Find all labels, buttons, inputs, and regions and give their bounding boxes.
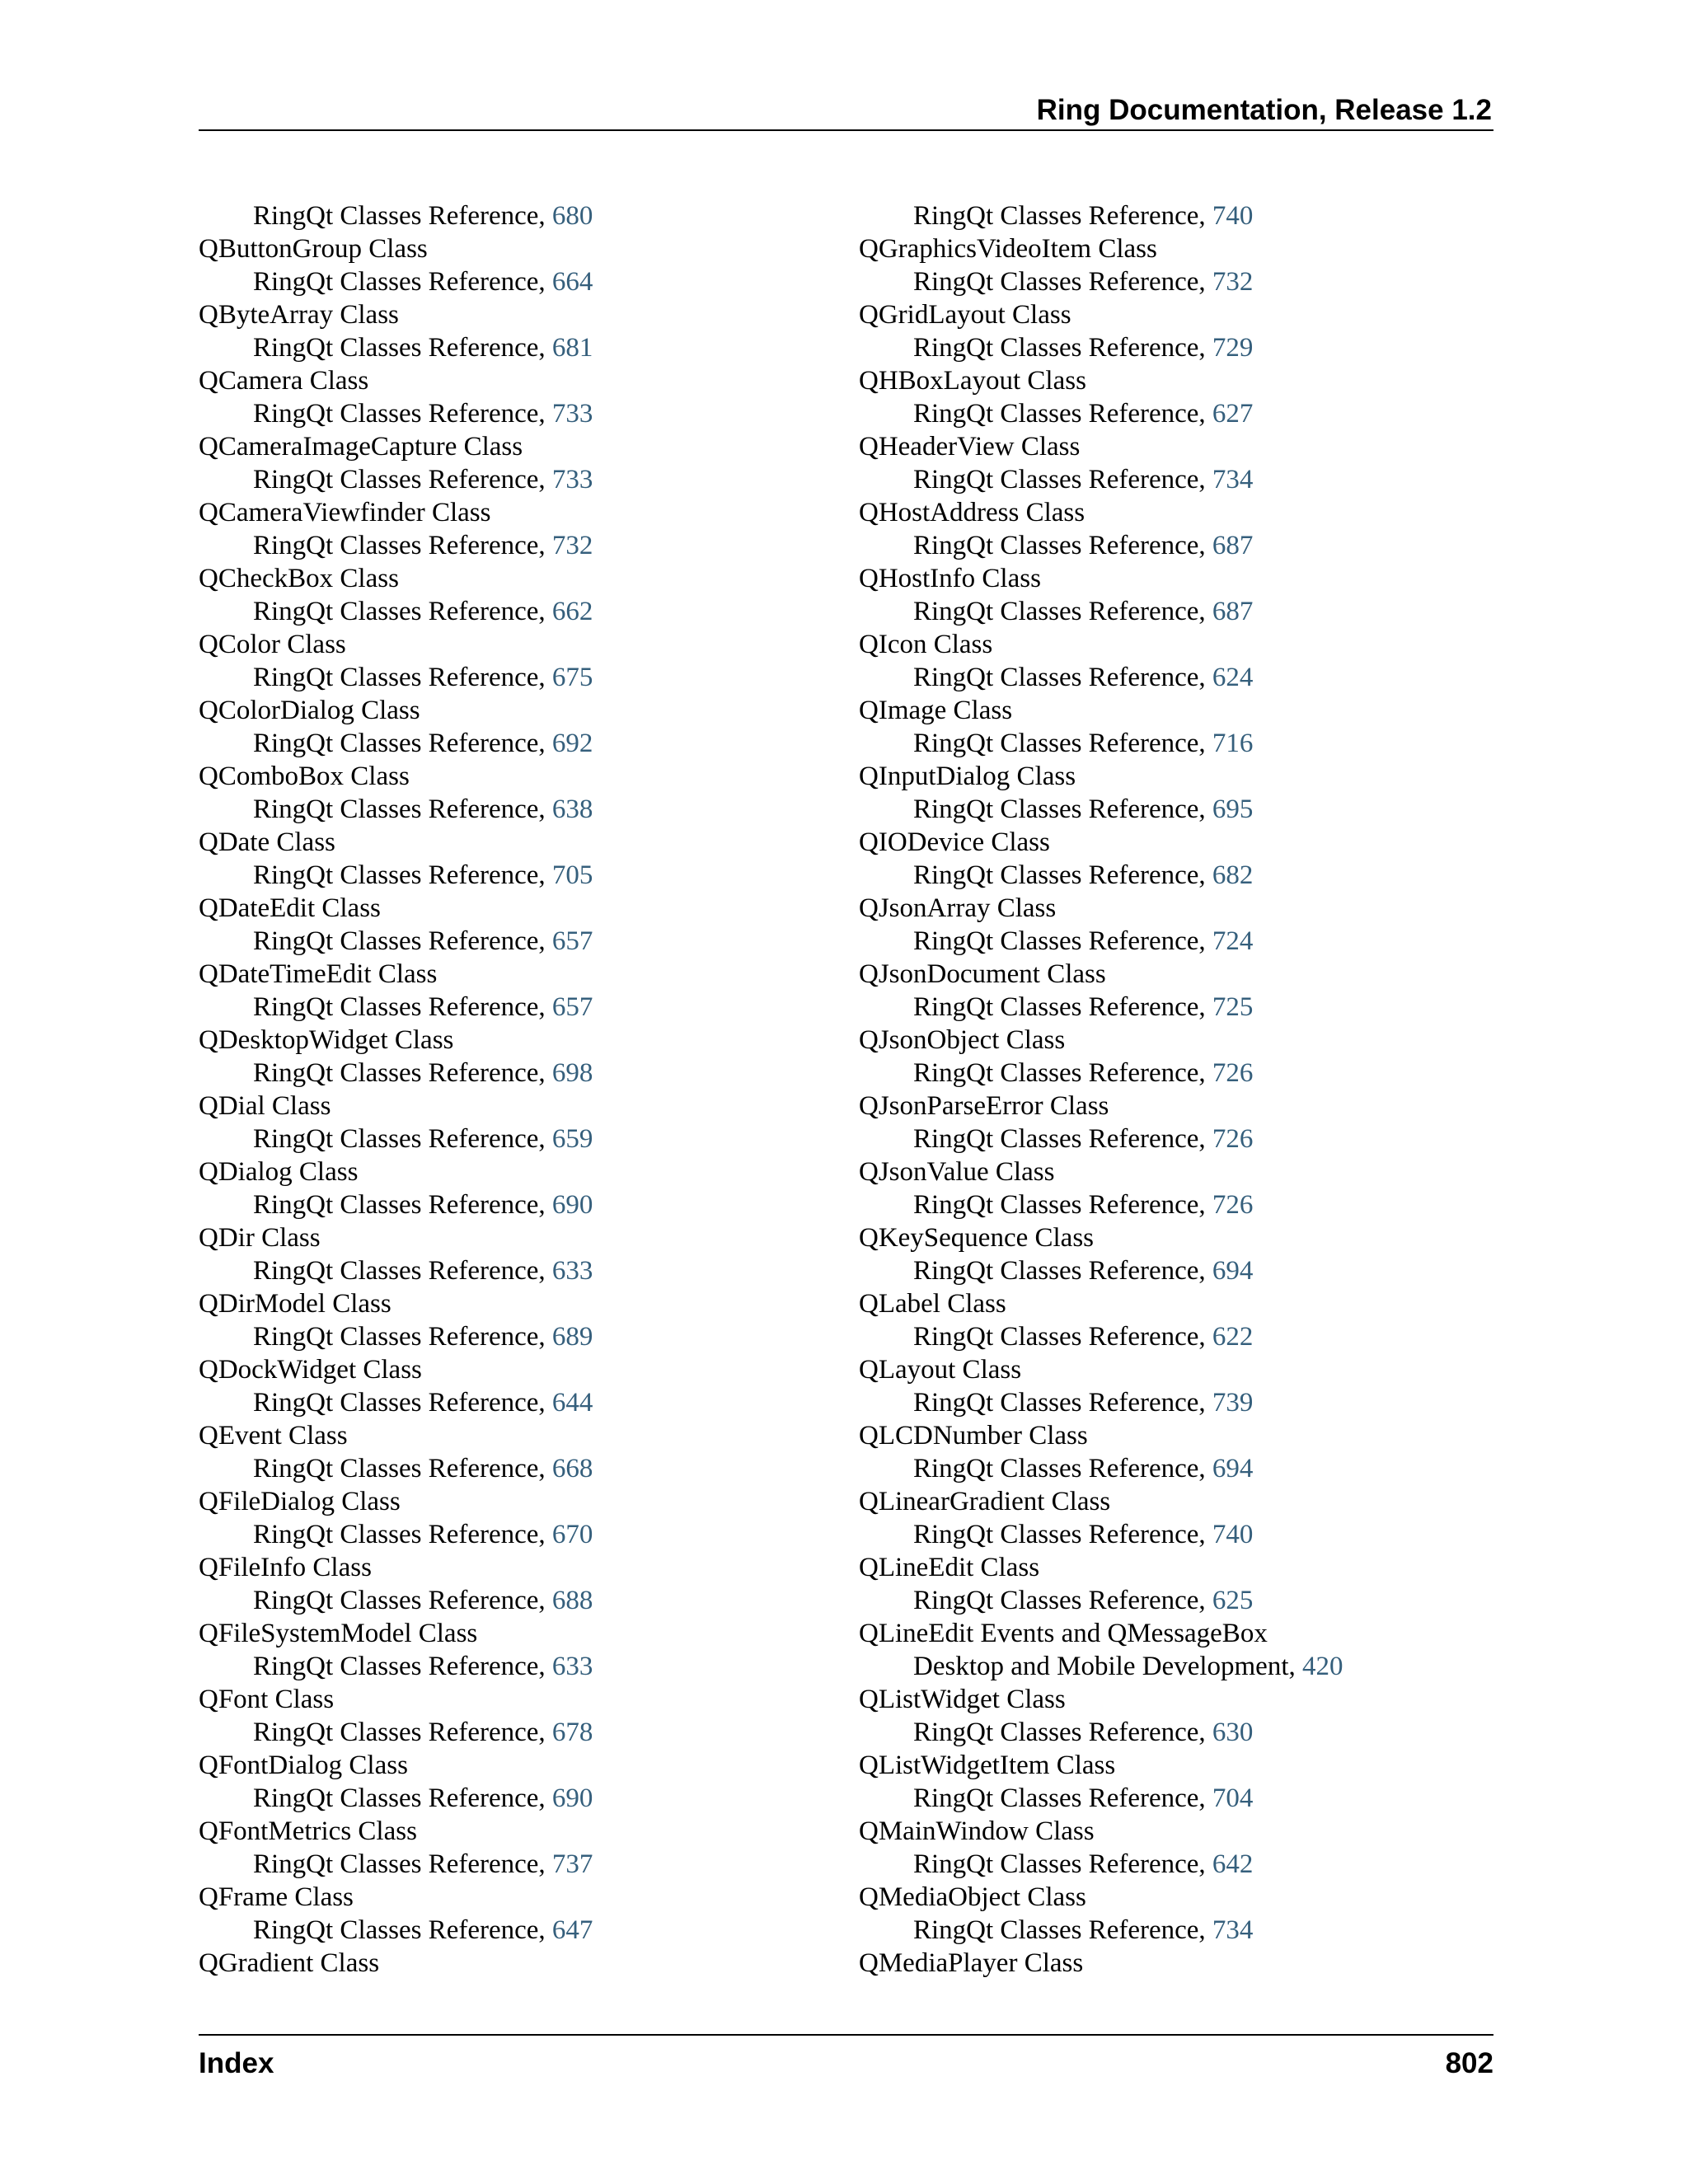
index-entry [859,1749,1485,1782]
subentry-label: RingQt Classes Reference, [913,201,1212,231]
subentry-label: RingQt Classes Reference, [253,1256,552,1286]
index-entry [199,1617,825,1650]
page-reference-link[interactable]: 694 [1212,1256,1254,1286]
subentry-label: RingQt Classes Reference, [913,860,1212,890]
index-subentry [199,199,825,232]
page-reference-link[interactable]: 694 [1212,1454,1254,1483]
page-reference-link[interactable]: 420 [1302,1652,1343,1681]
index-subentry [199,1716,825,1749]
entry-label: QMediaPlayer Class [859,1948,1084,1978]
subentry-label: RingQt Classes Reference, [253,729,552,758]
entry-label: QJsonArray Class [859,893,1057,923]
index-entry [199,1353,825,1386]
index-entry [199,760,825,793]
index-entry [199,364,825,397]
index-entry [859,958,1485,991]
index-entry [199,430,825,463]
page-reference-link[interactable]: 680 [551,201,593,231]
page-reference-link[interactable]: 690 [551,1783,593,1813]
index-subentry [859,1386,1485,1419]
subentry-label: RingQt Classes Reference, [913,1388,1212,1418]
subentry-label: RingQt Classes Reference, [913,1058,1212,1088]
page-reference-link[interactable]: 670 [551,1520,593,1549]
page-reference-link[interactable]: 690 [551,1190,593,1220]
entry-label: QCamera Class [199,366,369,396]
subentry-label: RingQt Classes Reference, [913,1520,1212,1549]
index-entry [859,1683,1485,1716]
subentry-label: RingQt Classes Reference, [253,1586,552,1615]
entry-label: QDialog Class [199,1157,359,1187]
index-entry [859,496,1485,529]
entry-label: QHBoxLayout Class [859,366,1086,396]
subentry-label: RingQt Classes Reference, [253,465,552,494]
index-subentry [859,1716,1485,1749]
index-subentry [199,529,825,562]
index-entry [859,1155,1485,1188]
index-entry [199,892,825,925]
index-subentry [199,595,825,628]
index-entry [199,496,825,529]
index-subentry [199,1584,825,1617]
subentry-label: RingQt Classes Reference, [913,1190,1212,1220]
subentry-label: RingQt Classes Reference, [913,794,1212,824]
index-entry [859,1485,1485,1518]
running-header-title: Ring Documentation, Release 1.2 [1036,94,1492,126]
page-reference-link[interactable]: 740 [1212,201,1254,231]
entry-label: QListWidget Class [859,1685,1066,1714]
index-subentry [199,1057,825,1090]
index-entry [199,1024,825,1057]
index-entry [859,1024,1485,1057]
page-reference-link[interactable]: 678 [551,1718,593,1747]
index-subentry [859,265,1485,298]
entry-label: QLCDNumber Class [859,1421,1088,1451]
page-reference-link[interactable]: 724 [1212,926,1254,956]
index-subentry [199,661,825,694]
entry-label: QMainWindow Class [859,1816,1095,1846]
index-subentry [859,727,1485,760]
entry-label: QComboBox Class [199,762,410,791]
index-entry [199,1881,825,1914]
index-entry [859,694,1485,727]
index-entry [199,562,825,595]
page-reference-link[interactable]: 622 [1212,1322,1254,1352]
index-subentry [859,859,1485,892]
entry-label: QFontDialog Class [199,1750,408,1780]
index-entry [199,1155,825,1188]
header-rule [199,129,1493,131]
page-reference-link[interactable]: 716 [1212,729,1254,758]
index-subentry [199,331,825,364]
index-subentry [859,199,1485,232]
index-column-left [199,199,825,1980]
subentry-label: RingQt Classes Reference, [913,729,1212,758]
index-entry [859,892,1485,925]
entry-label: QColor Class [199,630,346,659]
index-entry [199,1749,825,1782]
page-reference-link[interactable]: 659 [551,1124,593,1154]
entry-label: QHostInfo Class [859,564,1041,593]
entry-label: QFileSystemModel Class [199,1619,478,1648]
index-entry [859,826,1485,859]
entry-label: QDir Class [199,1223,321,1253]
subentry-label: RingQt Classes Reference, [913,597,1212,626]
subentry-label: RingQt Classes Reference, [253,531,552,560]
index-entry [859,1287,1485,1320]
page-reference-link[interactable]: 688 [551,1586,593,1615]
page-reference-link[interactable]: 733 [551,399,593,429]
subentry-label: RingQt Classes Reference, [913,333,1212,363]
subentry-label: RingQt Classes Reference, [253,267,552,297]
index-entry [199,1090,825,1122]
entry-label: QDateTimeEdit Class [199,959,438,989]
subentry-label: RingQt Classes Reference, [253,663,552,692]
index-entry [199,958,825,991]
index-subentry [859,529,1485,562]
index-entry [199,628,825,661]
index-entry [859,1617,1485,1650]
index-subentry [859,1650,1485,1683]
subentry-label: RingQt Classes Reference, [913,1849,1212,1879]
subentry-label: RingQt Classes Reference, [913,1915,1212,1945]
index-subentry [859,1584,1485,1617]
index-entry [859,1221,1485,1254]
subentry-label: RingQt Classes Reference, [253,1520,552,1549]
index-subentry [859,331,1485,364]
index-entry [859,628,1485,661]
page-reference-link[interactable]: 734 [1212,465,1254,494]
index-entry [859,1947,1485,1980]
page-reference-link[interactable]: 695 [1212,794,1254,824]
page-reference-link[interactable]: 644 [551,1388,593,1418]
entry-label: QFileInfo Class [199,1553,372,1582]
page-reference-link[interactable]: 726 [1212,1124,1254,1154]
subentry-label: RingQt Classes Reference, [913,1718,1212,1747]
entry-label: QFont Class [199,1685,335,1714]
page-reference-link[interactable]: 726 [1212,1058,1254,1088]
subentry-label: RingQt Classes Reference, [253,1454,552,1483]
index-subentry [199,265,825,298]
page-reference-link[interactable]: 687 [1212,597,1254,626]
index-entry [859,562,1485,595]
entry-label: QLineEdit Events and QMessageBox [859,1619,1268,1648]
index-entry [859,1815,1485,1848]
index-entry [859,1551,1485,1584]
subentry-label: RingQt Classes Reference, [913,399,1212,429]
index-subentry [859,1122,1485,1155]
subentry-label: RingQt Classes Reference, [253,1190,552,1220]
page-reference-link[interactable]: 687 [1212,531,1254,560]
subentry-label: RingQt Classes Reference, [253,1915,552,1945]
page-reference-link[interactable]: 733 [551,465,593,494]
index-entry [199,1815,825,1848]
entry-label: QButtonGroup Class [199,234,428,264]
index-subentry [859,595,1485,628]
index-subentry [859,793,1485,826]
index-entry [859,1353,1485,1386]
subentry-label: RingQt Classes Reference, [913,1783,1212,1813]
index-entry [199,1947,825,1980]
index-entry [859,232,1485,265]
index-subentry [199,1848,825,1881]
index-subentry [859,397,1485,430]
entry-label: QImage Class [859,696,1013,725]
page-number: 802 [1445,2047,1493,2079]
index-subentry [859,463,1485,496]
page-reference-link[interactable]: 705 [551,860,593,890]
page-reference-link[interactable]: 642 [1212,1849,1254,1879]
page-reference-link[interactable]: 725 [1212,992,1254,1022]
subentry-label: Desktop and Mobile Development, [913,1652,1302,1681]
subentry-label: RingQt Classes Reference, [253,926,552,956]
entry-label: QJsonValue Class [859,1157,1055,1187]
entry-label: QFileDialog Class [199,1487,401,1516]
entry-label: QKeySequence Class [859,1223,1095,1253]
index-entry [859,760,1485,793]
index-subentry [859,1914,1485,1947]
subentry-label: RingQt Classes Reference, [913,267,1212,297]
subentry-label: RingQt Classes Reference, [913,465,1212,494]
page-reference-link[interactable]: 689 [551,1322,593,1352]
index-subentry [859,661,1485,694]
entry-label: QFontMetrics Class [199,1816,417,1846]
subentry-label: RingQt Classes Reference, [253,1388,552,1418]
index-entry [859,364,1485,397]
page-reference-link[interactable]: 737 [551,1849,593,1879]
subentry-label: RingQt Classes Reference, [913,1322,1212,1352]
page-reference-link[interactable]: 647 [551,1915,593,1945]
index-entry [199,298,825,331]
subentry-label: RingQt Classes Reference, [913,1586,1212,1615]
index-subentry [859,1518,1485,1551]
page-reference-link[interactable]: 739 [1212,1388,1254,1418]
entry-label: QEvent Class [199,1421,348,1451]
entry-label: QIcon Class [859,630,993,659]
entry-label: QIODevice Class [859,827,1050,857]
index-entry [199,1221,825,1254]
index-entry [199,826,825,859]
subentry-label: RingQt Classes Reference, [253,1652,552,1681]
page-reference-link[interactable]: 698 [551,1058,593,1088]
index-subentry [199,1188,825,1221]
index-subentry [199,793,825,826]
index-entry [859,1881,1485,1914]
index-subentry [859,1320,1485,1353]
index-entry [859,298,1485,331]
page-reference-link[interactable]: 633 [551,1652,593,1681]
subentry-label: RingQt Classes Reference, [913,1124,1212,1154]
page-reference-link[interactable]: 657 [551,926,593,956]
subentry-label: RingQt Classes Reference, [253,597,552,626]
page-reference-link[interactable]: 740 [1212,1520,1254,1549]
entry-label: QByteArray Class [199,300,399,330]
entry-label: QLinearGradient Class [859,1487,1111,1516]
page-reference-link[interactable]: 630 [1212,1718,1254,1747]
subentry-label: RingQt Classes Reference, [253,992,552,1022]
page-reference-link[interactable]: 627 [1212,399,1254,429]
subentry-label: RingQt Classes Reference, [913,1454,1212,1483]
index-subentry [199,463,825,496]
entry-label: QGridLayout Class [859,300,1071,330]
index-entry [859,1419,1485,1452]
subentry-label: RingQt Classes Reference, [253,1322,552,1352]
page-reference-link[interactable]: 633 [551,1256,593,1286]
index-entry [199,1551,825,1584]
page-reference-link[interactable]: 664 [551,267,593,297]
index-column-right [859,199,1485,1980]
index-subentry [859,991,1485,1024]
subentry-label: RingQt Classes Reference, [913,992,1212,1022]
entry-label: QDockWidget Class [199,1355,422,1385]
entry-label: QJsonObject Class [859,1025,1066,1055]
index-subentry [199,991,825,1024]
page-reference-link[interactable]: 734 [1212,1915,1254,1945]
index-entry [199,694,825,727]
subentry-label: RingQt Classes Reference, [253,1124,552,1154]
index-subentry [199,1782,825,1815]
footer-section-label: Index [199,2047,274,2079]
entry-label: QGraphicsVideoItem Class [859,234,1157,264]
entry-label: QJsonParseError Class [859,1091,1109,1121]
subentry-label: RingQt Classes Reference, [253,1783,552,1813]
page-reference-link[interactable]: 726 [1212,1190,1254,1220]
index-entry [859,430,1485,463]
entry-label: QGradient Class [199,1948,380,1978]
index-subentry [199,1254,825,1287]
page-reference-link[interactable]: 625 [1212,1586,1254,1615]
subentry-label: RingQt Classes Reference, [913,1256,1212,1286]
index-subentry [199,1122,825,1155]
entry-label: QCheckBox Class [199,564,399,593]
entry-label: QLineEdit Class [859,1553,1040,1582]
entry-label: QCameraViewfinder Class [199,498,491,527]
index-subentry [199,1320,825,1353]
index-subentry [199,1452,825,1485]
entry-label: QDial Class [199,1091,331,1121]
index-subentry [199,1650,825,1683]
entry-label: QFrame Class [199,1882,354,1912]
index-subentry [199,1518,825,1551]
subentry-label: RingQt Classes Reference, [253,1849,552,1879]
index-subentry [859,1452,1485,1485]
subentry-label: RingQt Classes Reference, [253,794,552,824]
index-entry [199,1485,825,1518]
index-subentry [859,1782,1485,1815]
entry-label: QMediaObject Class [859,1882,1086,1912]
subentry-label: RingQt Classes Reference, [913,531,1212,560]
entry-label: QLabel Class [859,1289,1006,1319]
entry-label: QHeaderView Class [859,432,1081,462]
index-subentry [199,1914,825,1947]
entry-label: QHostAddress Class [859,498,1085,527]
subentry-label: RingQt Classes Reference, [253,1718,552,1747]
index-entry [859,1090,1485,1122]
page-reference-link[interactable]: 682 [1212,860,1254,890]
page-reference-link[interactable]: 668 [551,1454,593,1483]
subentry-label: RingQt Classes Reference, [253,399,552,429]
footer-rule [199,2034,1493,2036]
index-subentry [859,1057,1485,1090]
page-reference-link[interactable]: 624 [1212,663,1254,692]
subentry-label: RingQt Classes Reference, [253,860,552,890]
entry-label: QLayout Class [859,1355,1022,1385]
page-reference-link[interactable]: 732 [1212,267,1254,297]
subentry-label: RingQt Classes Reference, [253,1058,552,1088]
page-reference-link[interactable]: 657 [551,992,593,1022]
index-subentry [859,1254,1485,1287]
index-entry [199,232,825,265]
index-subentry [859,1848,1485,1881]
entry-label: QInputDialog Class [859,762,1076,791]
entry-label: QJsonDocument Class [859,959,1106,989]
page-reference-link[interactable]: 681 [551,333,593,363]
subentry-label: RingQt Classes Reference, [913,663,1212,692]
subentry-label: RingQt Classes Reference, [913,926,1212,956]
subentry-label: RingQt Classes Reference, [253,333,552,363]
index-subentry [859,925,1485,958]
entry-label: QDateEdit Class [199,893,381,923]
index-subentry [199,397,825,430]
index-entry [199,1287,825,1320]
entry-label: QListWidgetItem Class [859,1750,1116,1780]
entry-label: QDate Class [199,827,335,857]
page-reference-link[interactable]: 662 [551,597,593,626]
page-reference-link[interactable]: 704 [1212,1783,1254,1813]
entry-label: QDirModel Class [199,1289,392,1319]
index-subentry [859,1188,1485,1221]
entry-label: QColorDialog Class [199,696,420,725]
page-reference-link[interactable]: 729 [1212,333,1254,363]
index-entry [199,1683,825,1716]
index-subentry [199,859,825,892]
entry-label: QCameraImageCapture Class [199,432,523,462]
entry-label: QDesktopWidget Class [199,1025,454,1055]
page-reference-link[interactable]: 732 [551,531,593,560]
page-reference-link[interactable]: 675 [551,663,593,692]
index-subentry [199,1386,825,1419]
subentry-label: RingQt Classes Reference, [253,201,552,231]
page-reference-link[interactable]: 692 [551,729,593,758]
index-subentry [199,925,825,958]
page-reference-link[interactable]: 638 [551,794,593,824]
index-subentry [199,727,825,760]
index-entry [199,1419,825,1452]
